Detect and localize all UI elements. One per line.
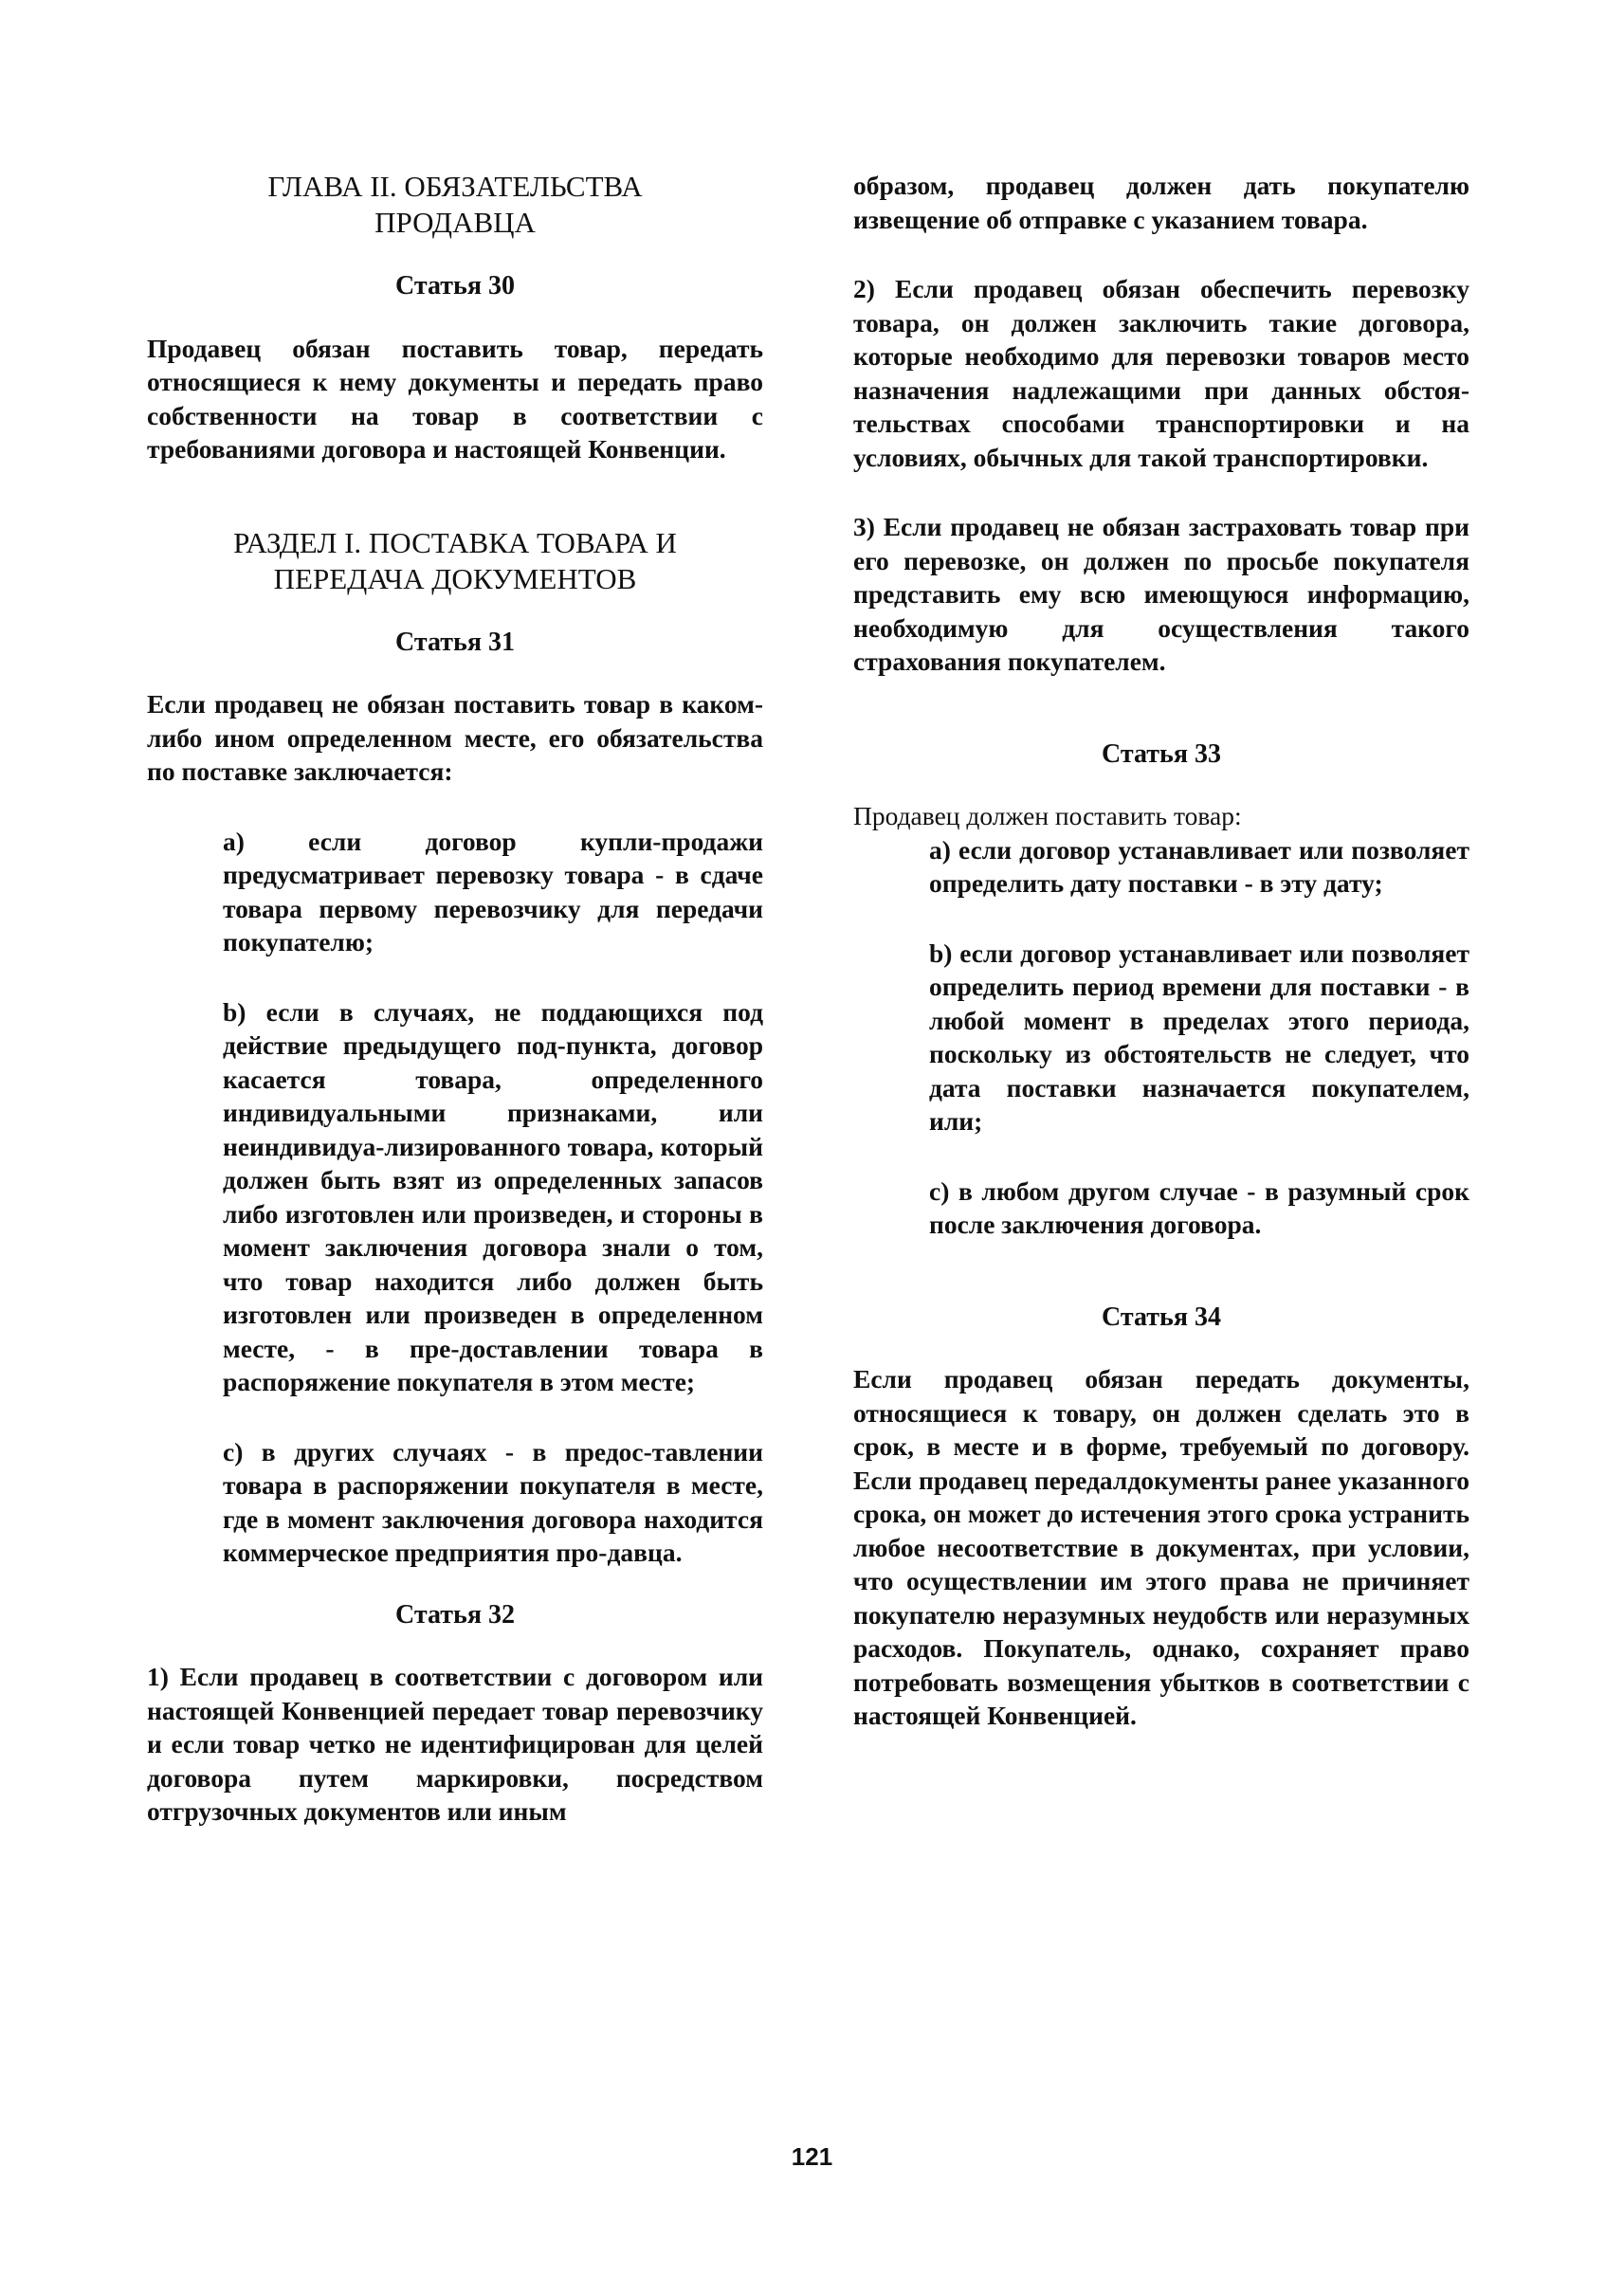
article-32-paragraph-2: 2) Если продавец обязан обеспечить перевозку товара, он должен заключить такие договора, которые необходимо для перевозки товаров место назначения надлежащими при данных обстоя-тельствах способами транспортировки и на условиях, обычных для такой транспортировки. bbox=[853, 274, 1469, 472]
article-32-paragraph-1: 1) Если продавец в соответствии с договором или настоящей Конвенцией передает товар перевозчику и если товар четко не идентифицирован для целей договора путем маркировки, посредством отгрузочных документов или иным bbox=[147, 1662, 763, 1826]
article-31-text: Если продавец не обязан поставить товар в каком-либо ином определенном месте, его обязательства по поставке заключается: bbox=[147, 689, 763, 786]
article-31-item-a: а) если договор купли-продажи предусматривает перевозку товара - в сдаче товара первому перевозчику для передачи покупателю; bbox=[223, 826, 763, 956]
chapter-title: ГЛАВА II. ОБЯЗАТЕЛЬСТВА ПРОДАВЦА bbox=[267, 170, 643, 239]
article-31-title: Статья 31 bbox=[395, 627, 515, 657]
article-34-text: Если продавец обязан передать документы, относящиеся к товару, он должен сделать это в срок, в месте и в форме, требуемый по договору. Если продавец передалдокументы ранее указанного срока, он может до истечения этого срока устранить любое несоответствие в документах, при условии, что осуществлении им этого права не причиняет покупателю неразумных неудобств или неразумных расходов. Покупатель, однако, сохраняет право потребовать возмещения убытков в соответствии с настоящей Конвенцией. bbox=[853, 1364, 1469, 1730]
page-number: 121 bbox=[791, 2142, 833, 2171]
article-33-item-a: а) если договор устанавливает или позволяет определить дату поставки - в эту дату; bbox=[929, 834, 1469, 898]
article-33-item-b: b) если договор устанавливает или позволяет определить период времени для поставки - в любой момент в пределах этого периода, поскольку из обстоятельств не следует, что дата поставки назначается покупателем, или; bbox=[929, 938, 1469, 1136]
article-32-paragraph-1-cont: образом, продавец должен дать покупателю извещение об отправке с указанием товара. bbox=[853, 171, 1469, 234]
article-30-title: Статья 30 bbox=[395, 271, 515, 301]
section-title: РАЗДЕЛ I. ПОСТАВКА ТОВАРА И ПЕРЕДАЧА ДОКУМЕНТОВ bbox=[233, 525, 677, 595]
article-34-title: Статья 34 bbox=[1102, 1302, 1221, 1332]
article-32-paragraph-3: 3) Если продавец не обязан застраховать товар при его перевозке, он должен по просьбе покупателя представить ему всю имеющуюся информацию, необходимую для осуществления такого страхования покупателем. bbox=[853, 512, 1469, 676]
article-31-item-b: b) если в случаях, не поддающихся под действие предыдущего под-пункта, договор касается товара, определенного индивидуальными признаками, или неиндивидуа-лизированного товара, который должен быть взят из определенных запасов либо изготовлен или произведен, и стороны в момент заключения договора знали о том, что товар находится либо должен быть изготовлен или произведен в определенном месте, - в пре-доставлении товара в распоряжение покупателя в этом месте; bbox=[223, 996, 763, 1396]
article-32-title: Статья 32 bbox=[395, 1599, 515, 1630]
article-33-title: Статья 33 bbox=[1102, 738, 1221, 769]
article-31-item-c: с) в других случаях - в предос-тавлении товара в распоряжении покупателя в месте, где в момент заключения договора находится коммерческое предприятия про-давца. bbox=[223, 1436, 763, 1567]
article-33-intro: Продавец должен поставить товар: bbox=[853, 801, 1242, 830]
left-column bbox=[147, 169, 763, 1829]
article-33-item-c: с) в любом другом случае - в разумный срок после заключения договора. bbox=[929, 1175, 1469, 1239]
article-30-text: Продавец обязан поставить товар, передать относящиеся к нему документы и передать право собственности на товар в соответствии с требованиями договора и настоящей Конвенции. bbox=[147, 333, 763, 464]
right-column bbox=[853, 169, 1469, 1733]
